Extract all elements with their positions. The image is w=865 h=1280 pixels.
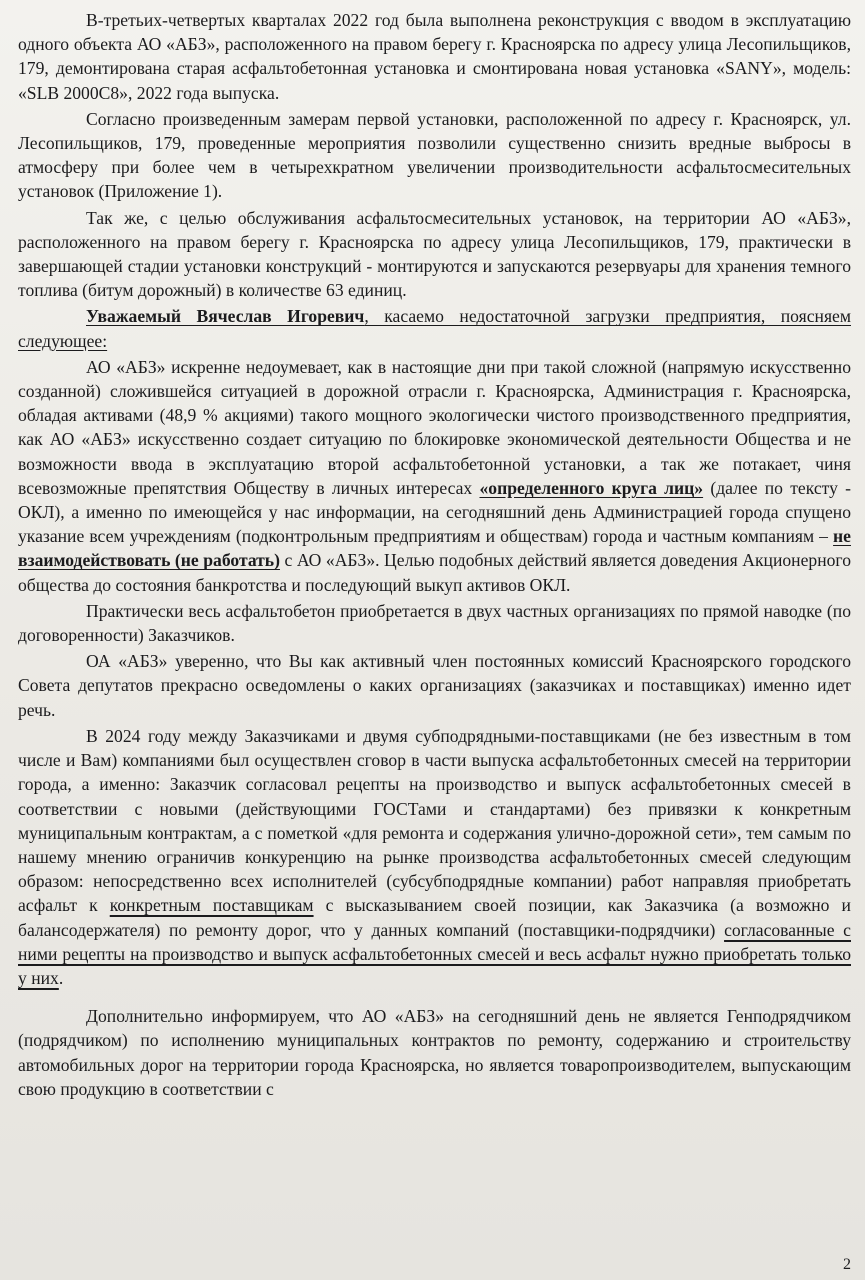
text-segment: . [58, 967, 64, 988]
salutation-rest: , касаемо недостаточной загрузки предприятия, поясняем следующее: [18, 306, 851, 351]
page-number: 2 [843, 1256, 851, 1273]
emphasis-circle-of-persons: «определенного круга лиц» [479, 477, 704, 498]
text-segment: В 2024 году между Заказчиками и двумя субподрядными-поставщиками (не без известным в том числе и Вам) компаниями был осуществлен сговор в части выпуска асфальтобетонных смесей на территории города, а именно: Заказчик согласовал рецепты на производство и выпуск асфальтобетонных смесей в соответствии с новыми (действующими ГОСТами и стандартами) без привязки к конкретным муниципальным контрактам, а с пометкой «для ремонта и содержания улично-дорожной сети», тем самым по нашему мнению ограничив конкуренцию на рынке производства асфальтобетонных смесей следующим образом: непосредственно всех исполнителей (субсубподрядные компании) работ направляя приобретать асфальт к [18, 725, 851, 916]
paragraph-collusion [18, 724, 851, 990]
underlined-specific-suppliers: конкретным поставщикам [109, 895, 314, 916]
emphasis-do-not-interact: не взаимодействовать (не работать) [18, 526, 851, 571]
paragraph-administration [18, 355, 851, 597]
underlined-agreed-recipes: согласованные с ними рецепты на производство и выпуск асфальтобетонных смесей и весь асфальт нужно приобретать только у них [18, 919, 851, 988]
text-segment: с АО «АБЗ». Целью подобных действий является доведения Акционерного общества до состояния банкротства и последующий выкуп активов ОКЛ. [18, 550, 851, 595]
paragraph-reservoirs: Так же, с целью обслуживания асфальтосмесительных установок, на территории АО «АБЗ», расположенного на правом берегу г. Красноярска по адресу улица Лесопильщиков, 179, практически в завершающей стадии установки конструкций - монтируются и запускаются резервуары для хранения темного топлива (битум дорожный) в количестве 63 единиц. [18, 207, 851, 301]
paragraph-private-organizations: Практически весь асфальтобетон приобретается в двух частных организациях по прямой наводке (по договоренности) Заказчиков. [18, 600, 851, 646]
paragraph-reconstruction: В-третьих-четвертых кварталах 2022 год была выполнена реконструкция с вводом в эксплуатацию одного объекта АО «АБЗ», расположенного на правом берегу г. Красноярска по адресу улица Лесопильщиков, 179, демонтирована старая асфальтобетонная установка и смонтирована новая установка «SANY», модель: «SLB 2000C8», 2022 года выпуска. [18, 10, 851, 103]
paragraph-additional-info: Дополнительно информируем, что АО «АБЗ» на сегодняшний день не является Генподрядчиком (подрядчиком) по исполнению муниципальных контрактов по ремонту, содержанию и строительству автомобильных дорог на территории города Красноярска, но является товаропроизводителем, выпускающим свою продукцию в соответствии с [18, 1006, 851, 1099]
paragraph-salutation [18, 304, 851, 352]
text-segment: с высказыванием своей позиции, как Заказчика (а возможно и балансодержателя) по ремонту дорог, что у данных компаний (поставщики-подрядчики) [18, 895, 851, 940]
paragraph-council: ОА «АБЗ» уверенно, что Вы как активный член постоянных комиссий Красноярского городского Совета депутатов прекрасно осведомлены о каких организациях (заказчиках и поставщиках) именно идет речь. [18, 651, 851, 720]
paragraph-measurements: Согласно произведенным замерам первой установки, расположенной по адресу г. Красноярск, ул. Лесопильщиков, 179, проведенные мероприятия позволили существенно снизить вредные выбросы в атмосферу при более чем в четырехкратном увеличении производительности асфальтосмесительных установок (Приложение 1). [18, 108, 851, 202]
text-segment: АО «АБЗ» искренне недоумевает, как в настоящие дни при такой сложной (напрямую искусственно созданной) сложившейся ситуацией в дорожной отрасли г. Красноярска, Администрация г. Красноярска, обладая активами (48,9 % акциями) такого мощного экологически чистого производственного предприятия, как АО «АБЗ» искусственно создает ситуацию по блокировке экономической деятельности Общества и не возможности ввода в эксплуатацию второй асфальтобетонной установки, а так же потакает, чиня всевозможные препятствия Обществу в личных интересах [18, 356, 851, 498]
text-segment: (далее по тексту - ОКЛ), а именно по имеющейся у нас информации, на сегодняшний день Администрацией города спущено указание всем учреждениям (подконтрольным предприятиям и обществам) города и частным компаниям – [18, 477, 851, 547]
salutation: Уважаемый Вячеслав Игоревич [86, 306, 365, 327]
